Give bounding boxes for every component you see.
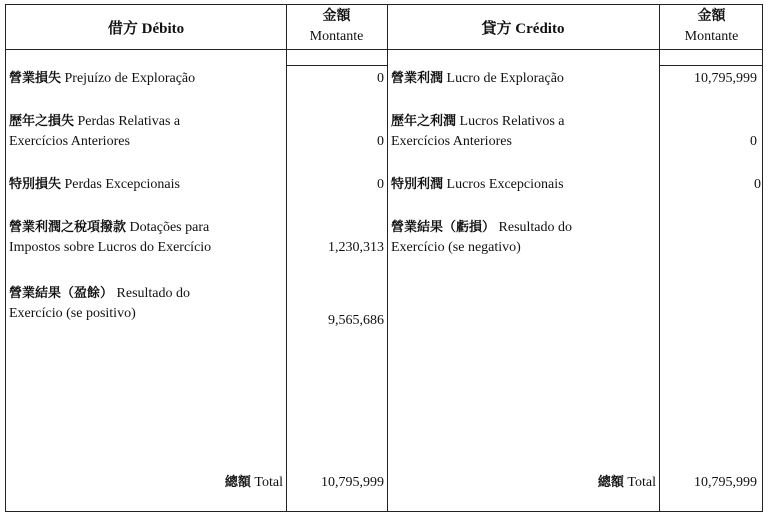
credit-row-label: 營業結果（虧損） Resultado do Exercício (se negativo) (391, 220, 573, 255)
header-separator (6, 49, 762, 50)
col-divider-credit-amount (659, 5, 660, 511)
debit-row-amount: 0 (377, 71, 384, 86)
credit-row-label: 營業利潤 Lucro de Exploração (391, 71, 564, 86)
credit-amount-heading: 金額 Montante (684, 9, 739, 44)
credit-row-amount: 0 (754, 177, 761, 192)
credit-row-label: 特別利潤 Lucros Excepcionais (391, 177, 564, 192)
debit-row-amount: 0 (377, 177, 384, 192)
credit-total-label: 總額 Total (597, 475, 656, 490)
debit-row-label: 營業利潤之稅項撥款 Dotações para Impostos sobre Lucros do Exercício (9, 220, 212, 255)
debit-row-amount: 0 (377, 134, 384, 149)
credit-heading: 貸方 Crédito (481, 21, 565, 37)
debit-amount-heading: 金額 Montante (309, 9, 364, 44)
debit-row-label: 營業結果（盈餘） Resultado do Exercício (se positivo) (9, 286, 191, 321)
credit-row-label: 歷年之利潤 Lucros Relativos a Exercícios Anteriores (391, 114, 565, 149)
debit-total-label: 總額 Total (224, 475, 283, 490)
debit-row-label: 歷年之損失 Perdas Relativas a Exercícios Anteriores (9, 114, 181, 149)
debit-heading: 借方 Débito (107, 21, 185, 37)
debit-total-amount: 10,795,999 (321, 475, 384, 490)
debit-row-label: 特別損失 Perdas Excepcionais (9, 177, 180, 192)
debit-row-amount: 1,230,313 (328, 240, 384, 255)
col-divider-debit-amount (286, 5, 287, 511)
debit-row-label: 營業損失 Prejuízo de Exploração (9, 71, 196, 86)
credit-total-amount: 10,795,999 (694, 475, 757, 490)
credit-row-amount: 0 (750, 134, 757, 149)
account-table (5, 4, 763, 512)
col-divider-debit-credit (387, 5, 388, 511)
debit-amount-subline (286, 65, 387, 66)
credit-amount-subline (659, 65, 762, 66)
debit-row-amount: 9,565,686 (328, 313, 384, 328)
credit-row-amount: 10,795,999 (694, 71, 757, 86)
